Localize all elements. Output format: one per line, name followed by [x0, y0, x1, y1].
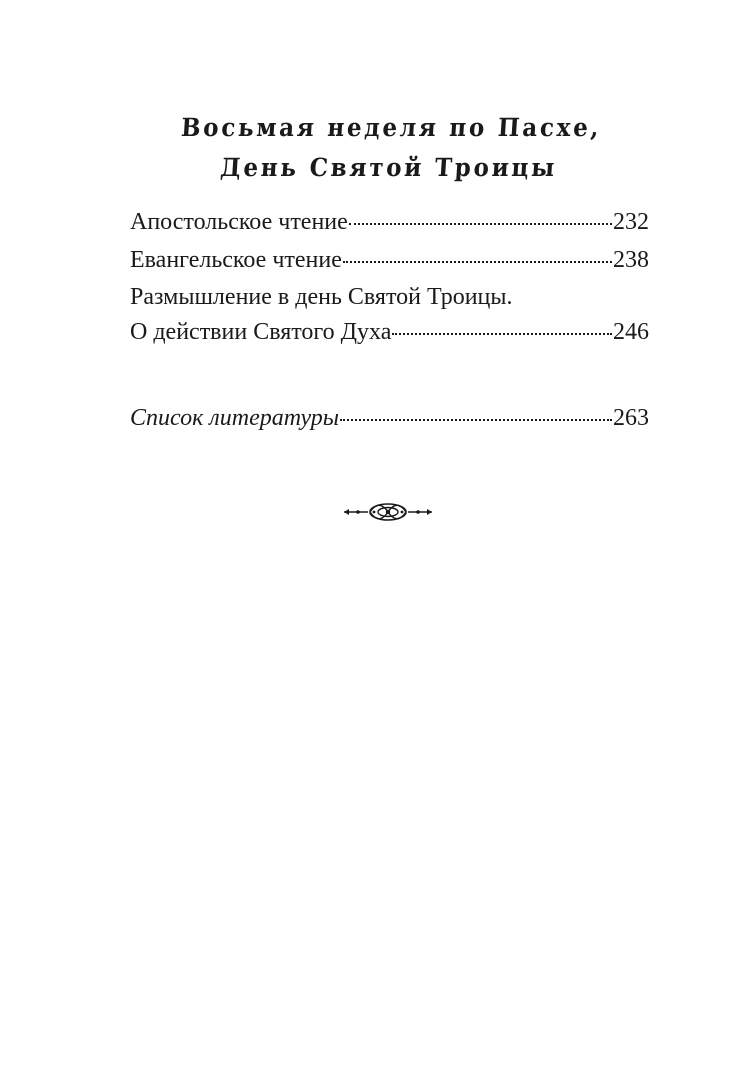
toc-entry-label-line-2: О действии Святого Духа — [130, 319, 392, 345]
toc-entry-page-number: 232 — [613, 209, 649, 235]
decorative-flourish-icon — [340, 500, 436, 524]
section-title-line-2: День Святой Троицы — [219, 153, 559, 182]
section-title-line-1: Восьмая неделя по Пасхе, — [180, 113, 603, 142]
toc-entry-apostolic-reading[interactable] — [130, 203, 649, 241]
dot-leader — [392, 315, 612, 339]
toc-entry-page-number: 238 — [613, 247, 649, 273]
dot-leader — [343, 243, 612, 267]
toc-entry-label: Евангельское чтение — [130, 247, 342, 273]
toc-entry-trinity-reflection[interactable] — [130, 279, 649, 349]
dot-leader — [340, 401, 612, 425]
toc-entry-bibliography[interactable] — [130, 399, 649, 437]
table-of-contents — [130, 203, 649, 437]
toc-entry-page-number: 263 — [613, 405, 649, 431]
toc-entry-gospel-reading[interactable] — [130, 241, 649, 279]
toc-entry-label-line-1: Размышление в день Святой Троицы. — [130, 284, 513, 310]
toc-entry-page-number: 246 — [613, 319, 649, 345]
section-title — [148, 108, 632, 188]
toc-entry-label: Апостольское чтение — [130, 209, 348, 235]
dot-leader — [349, 205, 612, 229]
toc-entry-label: Список литературы — [130, 405, 340, 431]
